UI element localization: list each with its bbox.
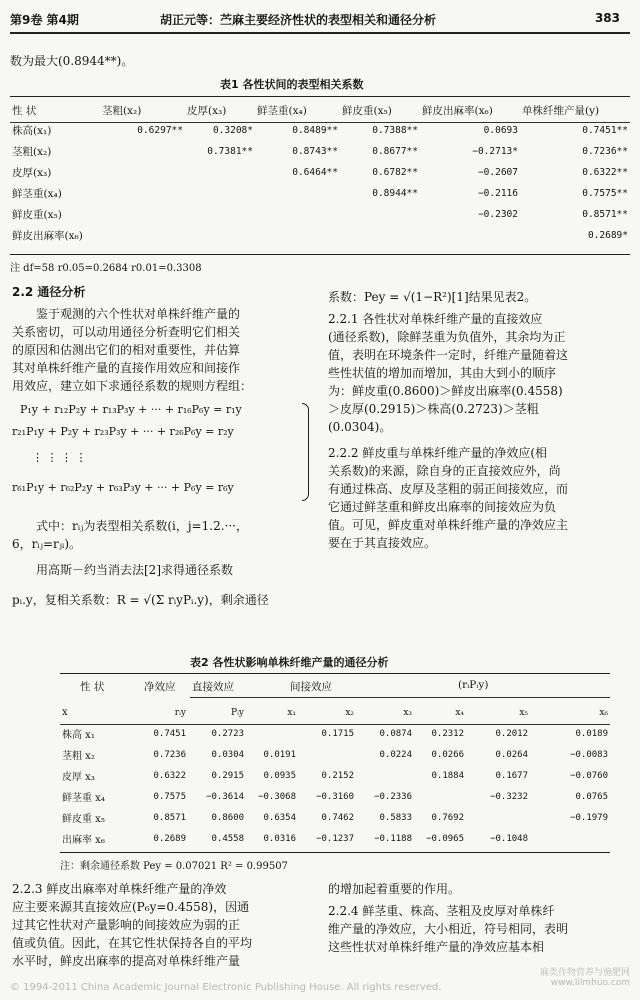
- table1-cell: [255, 225, 340, 246]
- text-line: 有通过株高、皮厚及茎粗的弱正间接效应，而: [328, 482, 569, 496]
- table1-cell: [340, 225, 420, 246]
- table2-cell: 0.0316: [263, 833, 296, 844]
- table1-row-label: 皮厚(x₃): [12, 167, 52, 179]
- table2-cell: [356, 765, 414, 786]
- text-line: 系数：Pey = √(1−R²)[1]结果见表2。: [328, 290, 537, 304]
- table1-cell: 0.8571**: [582, 209, 628, 220]
- table1-cell: [100, 162, 185, 183]
- text-line: 值，表明在环境条件一定时，纤维产量随着这: [328, 348, 569, 362]
- table2-subheader: x₄: [455, 707, 464, 718]
- section-2-2-1: [328, 310, 630, 436]
- copyright-footer: © 1994-2011 China Academic Journal Electronic Publishing House. All rights reserved.: [10, 982, 442, 993]
- table1-row: [10, 120, 630, 141]
- text-line: 它通过鲜茎重和鲜皮出麻率的间接效应为负: [328, 500, 557, 514]
- table2-cell: 0.2689: [153, 833, 186, 844]
- table1-cell: 0.6782**: [372, 167, 418, 178]
- text-line: 些性状值的增加而增加，其由大到小的顺序: [328, 366, 557, 380]
- table2-subheader: x₁: [287, 707, 296, 718]
- table2-cell: 0.7575: [153, 791, 186, 802]
- table1-cell: [340, 204, 420, 225]
- table2-cell: −0.2336: [374, 791, 412, 802]
- table2-cell: −0.1979: [570, 812, 608, 823]
- table1-cell: [255, 183, 340, 204]
- text-line: 这些性状对单株纤维产量的净效应基本相: [328, 940, 545, 954]
- table2-cell: 0.7692: [431, 812, 464, 823]
- table1-col-header: 性 状: [12, 104, 37, 117]
- table2-header-top: [60, 677, 610, 699]
- table1-col-header: 茎粗(x₂): [102, 104, 142, 117]
- table2-cell: 0.2152: [321, 770, 354, 781]
- table2-cell: −0.3068: [258, 791, 296, 802]
- table1-cell: [255, 204, 340, 225]
- text-line: 其对单株纤维产量的直接作用效应和间接作: [12, 361, 241, 375]
- table2-cell: −0.0965: [426, 833, 464, 844]
- table1-cell: 0.8743**: [292, 146, 338, 157]
- table1-note: 注 df=58 r0.05=0.2684 r0.01=0.3308: [10, 263, 202, 274]
- table1-cell: [100, 141, 185, 162]
- table2-cell: 0.7451: [153, 728, 186, 739]
- table2-caption: 表2 各性状影响单株纤维产量的通径分析: [190, 656, 389, 669]
- text-line: (0.0304)。: [328, 420, 392, 434]
- table1-cell: 0.7236**: [582, 146, 628, 157]
- table1-cell: [185, 204, 255, 225]
- table1-cell: [100, 183, 185, 204]
- table1-col-header: 鲜茎重(x₄): [257, 104, 307, 117]
- table2-cell: 0.1715: [321, 728, 354, 739]
- equation-system: [12, 403, 312, 513]
- table1-cell: −0.2116: [477, 188, 518, 199]
- table2-row-label: 株高 x₁: [62, 730, 95, 741]
- text-line: 值。可见，鲜皮重对单株纤维产量的净效应主: [328, 518, 569, 532]
- table2-row: [60, 723, 610, 744]
- table1-cell: [185, 225, 255, 246]
- table2-cell: [466, 807, 530, 828]
- table2-cell: 0.4558: [211, 833, 244, 844]
- table2-bottom-rule: [60, 852, 610, 853]
- table1-caption: 表1 各性状间的表型相关系数: [220, 78, 364, 91]
- table2-cell: 0.1677: [495, 770, 528, 781]
- table1-cell: 0.3208*: [212, 125, 253, 136]
- table1-cell: 0.0693: [483, 125, 518, 136]
- table2-cell: [414, 786, 466, 807]
- table1-row-label: 鲜皮重(x₅): [12, 209, 62, 221]
- table1-cell: 0.8489**: [292, 125, 338, 136]
- table1-row: [10, 204, 630, 225]
- text-line: ＞皮厚(0.2915)＞株高(0.2723)＞茎粗: [328, 402, 539, 416]
- table1-cell: [420, 225, 520, 246]
- table2-subheader: x₆: [599, 707, 608, 718]
- table2-row-label: 茎粗 x₂: [62, 751, 95, 762]
- equation-brace: [302, 403, 309, 501]
- table1-cell: 0.6464**: [292, 167, 338, 178]
- text-line: 用高斯－约当消去法[2]求得通径系数: [36, 563, 233, 577]
- text-line: 2.2.3 鲜皮出麻率对单株纤维产量的净效: [12, 882, 227, 896]
- table1-top-rule: [10, 96, 630, 97]
- paragraph-gauss: [12, 561, 312, 609]
- table1-header-rule: [10, 122, 630, 123]
- table2-row: [60, 786, 610, 807]
- table2-row: [60, 828, 610, 849]
- table2-cell: 0.8571: [153, 812, 186, 823]
- table2-row-label: 鲜皮重 x₅: [62, 814, 105, 825]
- table2-row-label: 鲜茎重 x₄: [62, 793, 105, 804]
- text-line: (通径系数)，除鲜茎重为负值外，其余均为正: [328, 330, 566, 344]
- text-line: 为：鲜皮重(0.8600)＞鲜皮出麻率(0.4558): [328, 384, 563, 398]
- table2-cell: 0.0266: [431, 749, 464, 760]
- text-line: 过其它性状对产量影响的间接效应为弱的正: [12, 918, 241, 932]
- table1-cell: 0.6297**: [137, 125, 183, 136]
- table2-cell: [246, 723, 298, 744]
- article-title: 胡正元等：苎麻主要经济性状的表型相关和通径分析: [160, 13, 437, 27]
- table1-col-header: 单株纤维产量(y): [522, 104, 600, 117]
- table2-indirect-rule: [190, 697, 610, 698]
- table2-head-rp: (rᵢPᵢy): [458, 679, 489, 691]
- table2-cell: 0.7462: [321, 812, 354, 823]
- table2-row: [60, 807, 610, 828]
- table1-row: [10, 183, 630, 204]
- table2-cell: 0.0189: [575, 728, 608, 739]
- table2-cell: [298, 744, 356, 765]
- table2-subheader: x: [62, 707, 68, 718]
- running-header: [10, 8, 630, 30]
- text-line: 值或负值。因此，在其它性状保持各自的平均: [12, 936, 253, 950]
- table1-cell: 0.8944**: [372, 188, 418, 199]
- equation-line: r₆₁P₁y + r₆₂P₂y + r₆₃P₃y + ··· + P₆y = r₆y: [12, 481, 234, 494]
- table2-subheader: Pᵢy: [231, 707, 244, 718]
- table2-cell: 0.0765: [575, 791, 608, 802]
- text-line: 2.2.1 各性状对单株纤维产量的直接效应: [328, 312, 543, 326]
- table2-cell: 0.2312: [431, 728, 464, 739]
- table2-cell: 0.0304: [211, 749, 244, 760]
- table2-cell: −0.1237: [316, 833, 354, 844]
- table1-cell: [185, 162, 255, 183]
- table1-row: [10, 162, 630, 183]
- table1-cell: [100, 225, 185, 246]
- equation-line: P₁y + r₁₂P₂y + r₁₃P₃y + ··· + r₁₆P₆y = r₁y: [20, 403, 242, 416]
- section-2-2-2: [328, 444, 630, 552]
- table2-cell: 0.2012: [495, 728, 528, 739]
- table2-cell: −0.3160: [316, 791, 354, 802]
- table2-subheader-row: [60, 702, 610, 723]
- table2-head-indirect: 间接效应: [290, 681, 332, 693]
- table2-cell: 0.6322: [153, 770, 186, 781]
- table2-row: [60, 765, 610, 786]
- text-line: 水平时，鲜皮出麻率的提高对单株纤维产量: [12, 954, 241, 968]
- table1-cell: −0.2302: [477, 209, 518, 220]
- table2-cell: 0.5833: [379, 812, 412, 823]
- table2-subheader: x₅: [519, 707, 528, 718]
- table2-cell: [530, 828, 610, 849]
- table2-note: 注：剩余通径系数 Pey = 0.07021 R² = 0.99507: [60, 861, 288, 872]
- section-heading: 2.2 通径分析: [12, 285, 86, 299]
- table1-col-header: 鲜皮出麻率(x₆): [422, 104, 493, 117]
- volume-issue: 第9卷 第4期: [10, 13, 79, 27]
- table1-row: [10, 225, 630, 246]
- text-line: 关系数)的来源，除自身的正直接效应外，尚: [328, 464, 561, 478]
- page-number: 383: [594, 11, 620, 25]
- table1-col-header: 皮厚(x₃): [187, 104, 227, 117]
- bottom-left-column: [12, 880, 312, 970]
- text-line: 维产量的净效应，大小相近，符号相同，表明: [328, 922, 569, 936]
- table2-head-net: 净效应: [144, 681, 176, 693]
- table1-row-label: 茎粗(x₂): [12, 146, 52, 158]
- paragraph-notation: [12, 517, 312, 553]
- table2-subheader: x₂: [345, 707, 354, 718]
- table1-cell: 0.6322**: [582, 167, 628, 178]
- table1-bottom-rule: [10, 254, 630, 255]
- table1-cell: 0.7388**: [372, 125, 418, 136]
- table2-cell: 0.0224: [379, 749, 412, 760]
- text-line: 6，rᵢⱼ=rⱼᵢ)。: [12, 537, 82, 551]
- table2-cell: −0.1188: [374, 833, 412, 844]
- header-rule: [10, 32, 630, 34]
- text-line: 要在于其直接效应。: [328, 536, 437, 550]
- table2-cell: −0.3232: [490, 791, 528, 802]
- site-watermark: 麻类作物营养与施肥网 www.lilmhuo.com: [539, 968, 630, 988]
- text-line: 的增加起着重要的作用。: [328, 882, 461, 896]
- table2-cell: 0.6354: [263, 812, 296, 823]
- text-line: 式中：rᵢⱼ为表型相关系数(i，j=1.2.···，: [36, 519, 248, 533]
- table2-cell: −0.0760: [570, 770, 608, 781]
- table1-cell: [185, 183, 255, 204]
- table1-cell: −0.2607: [477, 167, 518, 178]
- right-column: [328, 288, 630, 552]
- table1-cell: −0.2713*: [472, 146, 518, 157]
- table2-cell: 0.2915: [211, 770, 244, 781]
- bottom-right-column: [328, 880, 630, 956]
- text-line: 应主要来源其直接效应(P₆y=0.4558)，因通: [12, 900, 250, 914]
- table2-cell: 0.0191: [263, 749, 296, 760]
- table2-cell: 0.0874: [379, 728, 412, 739]
- table2-cell: 0.0935: [263, 770, 296, 781]
- table2-subheader: x₃: [403, 707, 412, 718]
- table1-cell: 0.7381**: [207, 146, 253, 157]
- table1-row-label: 株高(x₁): [12, 125, 52, 137]
- text-line: pᵢ.y，复相关系数：R = √(Σ rᵢyPᵢ.y)，剩余通径: [12, 593, 269, 607]
- table1-cell: 0.8677**: [372, 146, 418, 157]
- intro-line: 数为最大(0.8944**)。: [10, 54, 134, 68]
- table2-cell: 0.8600: [211, 812, 244, 823]
- left-column: [12, 283, 312, 609]
- table2-cell: 0.2723: [211, 728, 244, 739]
- table1-cell: 0.2689*: [587, 230, 628, 241]
- table1-row-label: 鲜茎重(x₄): [12, 188, 62, 200]
- table2-cell: 0.0264: [495, 749, 528, 760]
- table2-cell: 0.1884: [431, 770, 464, 781]
- table1-cell: 0.7575**: [582, 188, 628, 199]
- table1-cell: [100, 204, 185, 225]
- table2-row-label: 出麻率 x₆: [62, 835, 105, 846]
- table2-cell: 0.7236: [153, 749, 186, 760]
- table2-header-rule: [60, 724, 610, 725]
- table2-cell: −0.0083: [570, 749, 608, 760]
- table2-row: [60, 744, 610, 765]
- text-line: 的原因和估测出它们的相对重要性，并估算: [12, 343, 241, 357]
- text-line: 用效应，建立如下求通径系数的规则方程组：: [12, 379, 253, 393]
- table1-header-row: [10, 100, 630, 120]
- table2-cell: −0.3614: [206, 791, 244, 802]
- text-line: 2.2.4 鲜茎重、株高、茎粗及皮厚对单株纤: [328, 904, 555, 918]
- table1-row: [10, 141, 630, 162]
- text-line: 关系密切，可以动用通径分析查明它们相关: [12, 325, 241, 339]
- table2-cell: −0.1048: [490, 833, 528, 844]
- paragraph-intro: [12, 305, 312, 395]
- table1-row-label: 鲜皮出麻率(x₆): [12, 230, 83, 242]
- table1-col-header: 鲜皮重(x₅): [342, 104, 392, 117]
- text-line: 2.2.2 鲜皮重与单株纤维产量的净效应(相: [328, 446, 548, 460]
- table2-top-rule: [60, 673, 610, 674]
- table1-cell: 0.7451**: [582, 125, 628, 136]
- table2-row-label: 皮厚 x₃: [62, 772, 95, 783]
- equation-line: r₂₁P₁y + P₂y + r₂₃P₃y + ··· + r₂₆P₆y = r₂y: [12, 425, 234, 438]
- text-line: 鉴于观测的六个性状对单株纤维产量的: [36, 307, 241, 321]
- table2-subheader: rᵢy: [174, 707, 186, 718]
- table2-head-trait: 性 状: [80, 681, 105, 693]
- table2-head-direct: 直接效应: [192, 681, 234, 693]
- equation-dots: ⋮ ⋮ ⋮ ⋮: [32, 451, 87, 464]
